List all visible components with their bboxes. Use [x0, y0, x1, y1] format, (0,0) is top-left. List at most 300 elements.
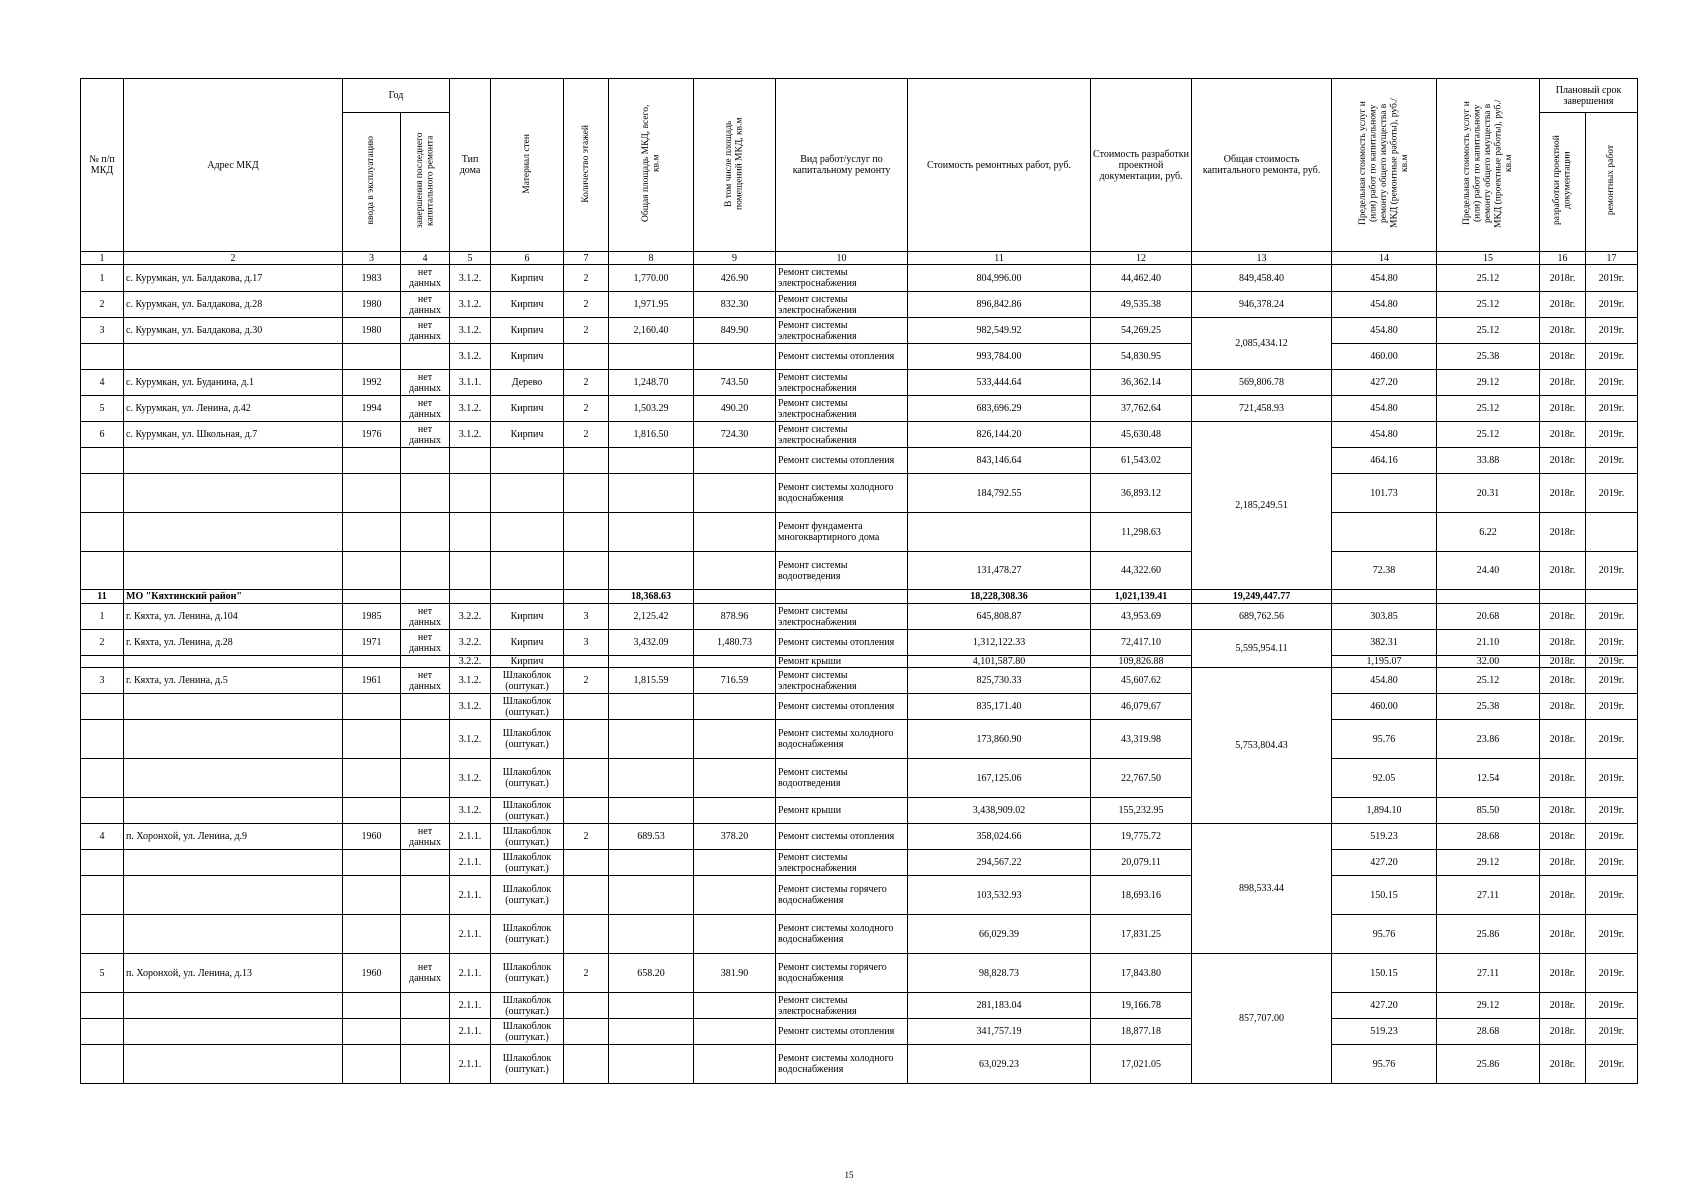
table-row: [81, 824, 1638, 850]
cost-design: 49,535.38: [1091, 292, 1192, 318]
colnum: 10: [776, 252, 908, 265]
cost-repair: 167,125.06: [908, 759, 1091, 798]
wall-material: Шлакоблок (оштукат.): [491, 759, 564, 798]
page-number: 15: [844, 1170, 854, 1180]
table-row: [81, 915, 1638, 954]
floors: 3: [564, 630, 609, 656]
year-last-repair: нет данных: [401, 824, 450, 850]
floors: 2: [564, 824, 609, 850]
area-residential: 378.20: [694, 824, 776, 850]
area-total: 3,432.09: [609, 630, 694, 656]
year-built: [343, 694, 401, 720]
floors: [564, 876, 609, 915]
plan-repair: 2019г.: [1586, 265, 1638, 292]
limit-design: 25.12: [1437, 668, 1540, 694]
area-total: 1,815.59: [609, 668, 694, 694]
year-built: [343, 448, 401, 474]
colnum: 12: [1091, 252, 1192, 265]
area-residential: 381.90: [694, 954, 776, 993]
limit-repair: 427.20: [1332, 370, 1437, 396]
colnum: 6: [491, 252, 564, 265]
limit-design: 27.11: [1437, 876, 1540, 915]
floors: [564, 344, 609, 370]
work-type: Ремонт крыши: [776, 798, 908, 824]
row-number: [81, 798, 124, 824]
work-type: Ремонт системы отопления: [776, 1019, 908, 1045]
limit-repair: [1332, 513, 1437, 552]
limit-repair: 427.20: [1332, 993, 1437, 1019]
plan-repair: 2019г.: [1586, 604, 1638, 630]
cost-total: 721,458.93: [1192, 396, 1332, 422]
limit-design: 28.68: [1437, 824, 1540, 850]
year-built: 1960: [343, 954, 401, 993]
cost-repair: 982,549.92: [908, 318, 1091, 344]
limit-design: 29.12: [1437, 993, 1540, 1019]
row-number: 5: [81, 954, 124, 993]
area-residential: [694, 656, 776, 668]
plan-design: 2018г.: [1540, 552, 1586, 590]
header-cost-repair: Стоимость ремонтных работ, руб.: [908, 79, 1091, 252]
cost-repair: 826,144.20: [908, 422, 1091, 448]
limit-repair: 150.15: [1332, 954, 1437, 993]
address: с. Курумкан, ул. Школьная, д.7: [124, 422, 343, 448]
house-type: 2.1.1.: [450, 824, 491, 850]
limit-design: 25.12: [1437, 422, 1540, 448]
limit-design: 25.86: [1437, 915, 1540, 954]
table-row: [81, 993, 1638, 1019]
cost-design: 109,826.88: [1091, 656, 1192, 668]
year-built: 1960: [343, 824, 401, 850]
cost-repair: 835,171.40: [908, 694, 1091, 720]
plan-design: 2018г.: [1540, 668, 1586, 694]
work-type: Ремонт системы водоотведения: [776, 552, 908, 590]
plan-repair: [1586, 590, 1638, 604]
limit-design: 6.22: [1437, 513, 1540, 552]
row-number: [81, 993, 124, 1019]
address: г. Кяхта, ул. Ленина, д.5: [124, 668, 343, 694]
area-total: [609, 915, 694, 954]
address: [124, 915, 343, 954]
work-type: Ремонт системы электроснабжения: [776, 318, 908, 344]
area-residential: [694, 1019, 776, 1045]
address: с. Курумкан, ул. Балдакова, д.28: [124, 292, 343, 318]
cost-repair: 281,183.04: [908, 993, 1091, 1019]
limit-repair: 454.80: [1332, 422, 1437, 448]
wall-material: Шлакоблок (оштукат.): [491, 876, 564, 915]
wall-material: Кирпич: [491, 656, 564, 668]
cost-design: 54,830.95: [1091, 344, 1192, 370]
row-number: [81, 720, 124, 759]
year-last-repair: [401, 552, 450, 590]
cost-total: 898,533.44: [1192, 824, 1332, 954]
plan-repair: 2019г.: [1586, 759, 1638, 798]
wall-material: Шлакоблок (оштукат.): [491, 1045, 564, 1084]
year-last-repair: [401, 474, 450, 513]
cost-design: 36,893.12: [1091, 474, 1192, 513]
limit-design: 28.68: [1437, 1019, 1540, 1045]
floors: 2: [564, 396, 609, 422]
address: [124, 513, 343, 552]
cost-repair: 533,444.64: [908, 370, 1091, 396]
header-floors: Количество этажей: [580, 124, 591, 203]
colnum: 5: [450, 252, 491, 265]
address: [124, 993, 343, 1019]
limit-repair: 95.76: [1332, 720, 1437, 759]
house-type: 2.1.1.: [450, 876, 491, 915]
area-residential: [694, 915, 776, 954]
limit-repair: 454.80: [1332, 318, 1437, 344]
plan-repair: 2019г.: [1586, 668, 1638, 694]
area-total: [609, 656, 694, 668]
colnum: 4: [401, 252, 450, 265]
floors: [564, 552, 609, 590]
cost-design: 45,607.62: [1091, 668, 1192, 694]
cost-repair: 66,029.39: [908, 915, 1091, 954]
table-row: [81, 720, 1638, 759]
floors: [564, 850, 609, 876]
work-type: Ремонт системы электроснабжения: [776, 396, 908, 422]
row-number: [81, 344, 124, 370]
table-row: [81, 344, 1638, 370]
address: [124, 1019, 343, 1045]
floors: 2: [564, 292, 609, 318]
plan-design: 2018г.: [1540, 694, 1586, 720]
limit-design: 85.50: [1437, 798, 1540, 824]
cost-total: 857,707.00: [1192, 954, 1332, 1084]
colnum: 13: [1192, 252, 1332, 265]
limit-repair: 72.38: [1332, 552, 1437, 590]
cost-repair: 294,567.22: [908, 850, 1091, 876]
cost-repair: 843,146.64: [908, 448, 1091, 474]
area-total: [609, 1019, 694, 1045]
header-plan-term: Плановый срок завершения: [1540, 79, 1638, 113]
plan-design: 2018г.: [1540, 1045, 1586, 1084]
plan-repair: 2019г.: [1586, 396, 1638, 422]
cost-repair: 683,696.29: [908, 396, 1091, 422]
plan-design: 2018г.: [1540, 915, 1586, 954]
house-type: 3.1.2.: [450, 759, 491, 798]
work-type: Ремонт системы горячего водоснабжения: [776, 876, 908, 915]
row-number: [81, 513, 124, 552]
year-built: [343, 993, 401, 1019]
address: [124, 552, 343, 590]
cost-design: 37,762.64: [1091, 396, 1192, 422]
house-type: 3.2.2.: [450, 656, 491, 668]
floors: [564, 656, 609, 668]
row-number: [81, 694, 124, 720]
year-last-repair: [401, 656, 450, 668]
capital-repair-table: [80, 78, 1638, 1084]
plan-design: 2018г.: [1540, 448, 1586, 474]
plan-design: 2018г.: [1540, 954, 1586, 993]
cost-repair: 98,828.73: [908, 954, 1091, 993]
work-type: Ремонт системы холодного водоснабжения: [776, 720, 908, 759]
area-residential: [694, 448, 776, 474]
floors: [564, 1019, 609, 1045]
plan-repair: [1586, 513, 1638, 552]
work-type: Ремонт системы холодного водоснабжения: [776, 915, 908, 954]
table-row: [81, 630, 1638, 656]
limit-design: 25.38: [1437, 344, 1540, 370]
plan-repair: 2019г.: [1586, 630, 1638, 656]
house-type: 2.1.1.: [450, 915, 491, 954]
house-type: 2.1.1.: [450, 1045, 491, 1084]
area-total: 18,368.63: [609, 590, 694, 604]
house-type: [450, 513, 491, 552]
cost-total: 19,249,447.77: [1192, 590, 1332, 604]
address: [124, 474, 343, 513]
colnum: 2: [124, 252, 343, 265]
cost-repair: 18,228,308.36: [908, 590, 1091, 604]
plan-design: 2018г.: [1540, 265, 1586, 292]
year-last-repair: [401, 993, 450, 1019]
area-residential: [694, 798, 776, 824]
area-residential: [694, 759, 776, 798]
cost-design: 1,021,139.41: [1091, 590, 1192, 604]
area-residential: [694, 720, 776, 759]
row-number: [81, 1045, 124, 1084]
row-number: [81, 759, 124, 798]
row-number: [81, 474, 124, 513]
address: [124, 876, 343, 915]
year-last-repair: нет данных: [401, 604, 450, 630]
wall-material: [491, 474, 564, 513]
wall-material: Кирпич: [491, 604, 564, 630]
plan-design: 2018г.: [1540, 318, 1586, 344]
year-last-repair: [401, 590, 450, 604]
wall-material: Кирпич: [491, 630, 564, 656]
cost-repair: 103,532.93: [908, 876, 1091, 915]
limit-repair: 95.76: [1332, 915, 1437, 954]
plan-repair: 2019г.: [1586, 876, 1638, 915]
year-last-repair: [401, 798, 450, 824]
floors: 2: [564, 370, 609, 396]
row-number: [81, 448, 124, 474]
limit-repair: 454.80: [1332, 396, 1437, 422]
year-built: 1976: [343, 422, 401, 448]
floors: [564, 720, 609, 759]
address: [124, 656, 343, 668]
year-last-repair: [401, 448, 450, 474]
house-type: [450, 474, 491, 513]
area-residential: [694, 344, 776, 370]
plan-repair: 2019г.: [1586, 694, 1638, 720]
limit-design: 29.12: [1437, 850, 1540, 876]
year-last-repair: нет данных: [401, 954, 450, 993]
plan-repair: 2019г.: [1586, 344, 1638, 370]
limit-repair: 427.20: [1332, 850, 1437, 876]
cost-repair: 341,757.19: [908, 1019, 1091, 1045]
year-built: 1994: [343, 396, 401, 422]
floors: 2: [564, 422, 609, 448]
table-row: [81, 292, 1638, 318]
limit-repair: 382.31: [1332, 630, 1437, 656]
work-type: Ремонт системы электроснабжения: [776, 850, 908, 876]
work-type: [776, 590, 908, 604]
limit-repair: 454.80: [1332, 292, 1437, 318]
row-number: 1: [81, 265, 124, 292]
year-built: [343, 513, 401, 552]
year-last-repair: [401, 915, 450, 954]
floors: [564, 474, 609, 513]
house-type: 3.1.2.: [450, 292, 491, 318]
wall-material: Шлакоблок (оштукат.): [491, 720, 564, 759]
area-total: 1,816.50: [609, 422, 694, 448]
area-residential: 849.90: [694, 318, 776, 344]
colnum: 15: [1437, 252, 1540, 265]
area-residential: 716.59: [694, 668, 776, 694]
header-limit-design: Предельная стоимость услуг и (или) работ по капитальному ремонту общего имущества в МКД (проектные работы), руб./кв.м: [1461, 99, 1514, 228]
header-year: Год: [343, 79, 450, 113]
plan-design: 2018г.: [1540, 850, 1586, 876]
work-type: Ремонт системы электроснабжения: [776, 370, 908, 396]
house-type: 3.1.2.: [450, 396, 491, 422]
row-number: 6: [81, 422, 124, 448]
header-year-last: завершения последнего капитального ремонта: [414, 132, 435, 229]
area-residential: [694, 694, 776, 720]
plan-repair: 2019г.: [1586, 954, 1638, 993]
plan-design: 2018г.: [1540, 474, 1586, 513]
area-residential: [694, 850, 776, 876]
area-total: [609, 694, 694, 720]
house-type: 3.2.2.: [450, 630, 491, 656]
wall-material: Шлакоблок (оштукат.): [491, 850, 564, 876]
colnum: 14: [1332, 252, 1437, 265]
work-type: Ремонт системы электроснабжения: [776, 993, 908, 1019]
house-type: 3.1.2.: [450, 720, 491, 759]
header-cost-total: Общая стоимость капитального ремонта, руб.: [1192, 79, 1332, 252]
area-total: 1,971.95: [609, 292, 694, 318]
header-num: № п/п МКД: [81, 79, 124, 252]
area-residential: 490.20: [694, 396, 776, 422]
wall-material: Кирпич: [491, 318, 564, 344]
cost-design: 19,775.72: [1091, 824, 1192, 850]
cost-repair: 993,784.00: [908, 344, 1091, 370]
house-type: 3.2.2.: [450, 604, 491, 630]
header-material: Материал стен: [521, 133, 532, 194]
area-total: [609, 552, 694, 590]
area-total: [609, 850, 694, 876]
floors: [564, 915, 609, 954]
year-built: [343, 915, 401, 954]
year-last-repair: [401, 513, 450, 552]
wall-material: Дерево: [491, 370, 564, 396]
wall-material: [491, 590, 564, 604]
limit-design: [1437, 590, 1540, 604]
limit-design: 32.00: [1437, 656, 1540, 668]
cost-design: 43,319.98: [1091, 720, 1192, 759]
plan-design: 2018г.: [1540, 656, 1586, 668]
header-area-residential: В том числе площадь помещений МКД, кв.м: [724, 117, 745, 210]
limit-design: 20.68: [1437, 604, 1540, 630]
plan-repair: 2019г.: [1586, 474, 1638, 513]
year-built: 1992: [343, 370, 401, 396]
header-year-in: ввода в эксплуатацию: [366, 136, 377, 225]
work-type: Ремонт системы отопления: [776, 694, 908, 720]
limit-repair: 460.00: [1332, 344, 1437, 370]
floors: 2: [564, 265, 609, 292]
colnum: 3: [343, 252, 401, 265]
wall-material: Шлакоблок (оштукат.): [491, 954, 564, 993]
area-total: 658.20: [609, 954, 694, 993]
year-built: [343, 552, 401, 590]
plan-repair: 2019г.: [1586, 720, 1638, 759]
table-row: [81, 668, 1638, 694]
area-residential: [694, 474, 776, 513]
wall-material: Кирпич: [491, 396, 564, 422]
table-row: [81, 604, 1638, 630]
area-residential: 743.50: [694, 370, 776, 396]
limit-design: 24.40: [1437, 552, 1540, 590]
table-row: [81, 590, 1638, 604]
plan-repair: 2019г.: [1586, 850, 1638, 876]
limit-repair: 95.76: [1332, 1045, 1437, 1084]
work-type: Ремонт системы горячего водоснабжения: [776, 954, 908, 993]
area-residential: 724.30: [694, 422, 776, 448]
plan-repair: 2019г.: [1586, 824, 1638, 850]
colnum: 16: [1540, 252, 1586, 265]
year-last-repair: [401, 344, 450, 370]
house-type: [450, 448, 491, 474]
cost-design: 72,417.10: [1091, 630, 1192, 656]
row-number: 3: [81, 318, 124, 344]
table-row: [81, 265, 1638, 292]
limit-design: 23.86: [1437, 720, 1540, 759]
work-type: Ремонт системы холодного водоснабжения: [776, 1045, 908, 1084]
floors: [564, 448, 609, 474]
area-residential: 878.96: [694, 604, 776, 630]
header-address: Адрес МКД: [124, 79, 343, 252]
wall-material: Кирпич: [491, 292, 564, 318]
plan-design: 2018г.: [1540, 396, 1586, 422]
house-type: 3.1.2.: [450, 422, 491, 448]
plan-design: 2018г.: [1540, 513, 1586, 552]
cost-repair: 825,730.33: [908, 668, 1091, 694]
cost-design: 20,079.11: [1091, 850, 1192, 876]
row-number: [81, 876, 124, 915]
limit-repair: 454.80: [1332, 265, 1437, 292]
area-total: 1,503.29: [609, 396, 694, 422]
year-last-repair: нет данных: [401, 370, 450, 396]
table-row: [81, 474, 1638, 513]
year-last-repair: нет данных: [401, 422, 450, 448]
year-built: [343, 474, 401, 513]
year-built: 1971: [343, 630, 401, 656]
work-type: Ремонт системы электроснабжения: [776, 265, 908, 292]
limit-repair: 150.15: [1332, 876, 1437, 915]
area-total: 689.53: [609, 824, 694, 850]
cost-total: 849,458.40: [1192, 265, 1332, 292]
work-type: Ремонт системы электроснабжения: [776, 604, 908, 630]
limit-repair: 101.73: [1332, 474, 1437, 513]
table-row: [81, 1019, 1638, 1045]
row-number: [81, 552, 124, 590]
limit-design: 25.12: [1437, 265, 1540, 292]
row-number: [81, 1019, 124, 1045]
wall-material: Шлакоблок (оштукат.): [491, 993, 564, 1019]
area-total: [609, 876, 694, 915]
work-type: Ремонт системы электроснабжения: [776, 668, 908, 694]
plan-repair: 2019г.: [1586, 422, 1638, 448]
cost-repair: 1,312,122.33: [908, 630, 1091, 656]
house-type: 3.1.2.: [450, 344, 491, 370]
row-number: 4: [81, 824, 124, 850]
limit-design: 25.12: [1437, 396, 1540, 422]
work-type: Ремонт крыши: [776, 656, 908, 668]
floors: [564, 694, 609, 720]
cost-design: 36,362.14: [1091, 370, 1192, 396]
column-number-row: [81, 252, 1638, 265]
